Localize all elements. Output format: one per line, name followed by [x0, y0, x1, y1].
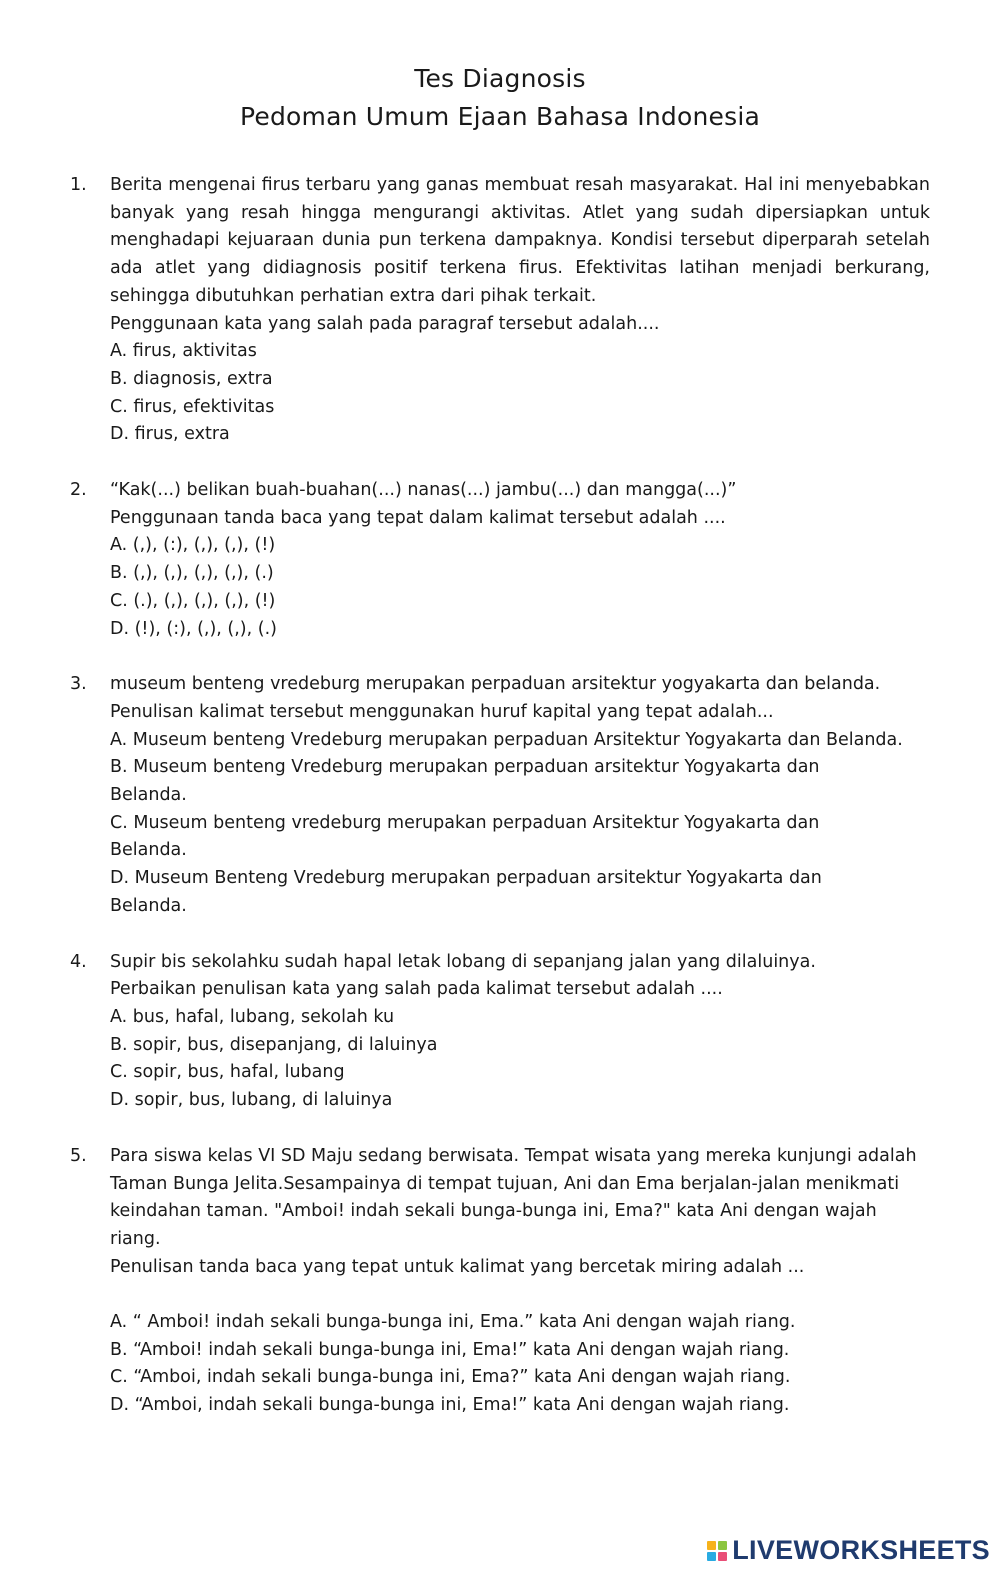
option-c[interactable]: C. sopir, bus, hafal, lubang: [110, 1062, 345, 1083]
option-a[interactable]: A. (,), (:), (,), (,), (!): [110, 535, 276, 556]
page-subtitle: Pedoman Umum Ejaan Bahasa Indonesia: [240, 102, 760, 131]
header: [0, 60, 1000, 136]
logo-square-2: [718, 1541, 727, 1550]
question-number: 3.: [70, 674, 87, 695]
question-2: [70, 477, 930, 643]
logo-square-4: [718, 1552, 727, 1561]
option-c[interactable]: C. (.), (,), (,), (,), (!): [110, 590, 276, 611]
option-b[interactable]: B. (,), (,), (,), (,), (.): [110, 563, 274, 584]
question-prompt: Penggunaan kata yang salah pada paragraf tersebut adalah....: [110, 313, 660, 334]
question-number: 1.: [70, 175, 87, 195]
page-title: Tes Diagnosis: [414, 64, 586, 93]
liveworksheets-footer[interactable]: [707, 1535, 990, 1566]
logo-square-1: [707, 1541, 716, 1550]
option-d[interactable]: D. sopir, bus, lubang, di laluinya: [110, 1090, 393, 1111]
option-b[interactable]: B. sopir, bus, disepanjang, di laluinya: [110, 1034, 438, 1055]
question-prompt: Penulisan kalimat tersebut menggunakan huruf kapital yang tepat adalah...: [110, 701, 774, 722]
question-stem: Berita mengenai firus terbaru yang ganas membuat resah masyarakat. Hal ini menyebabkan banyak yang resah hingga mengurangi aktivitas. Atlet yang sudah dipersiapkan untuk menghadapi kejuaraan dunia pun terkena dampaknya. Kondisi tersebut diperparah setelah ada atlet yang didiagnosis positif terkena firus. Efektivitas latihan menjadi berkurang, sehingga dibutuhkan perhatian extra dari pihak terkait.: [110, 175, 930, 306]
option-a[interactable]: A. bus, hafal, lubang, sekolah ku: [110, 1006, 395, 1027]
question-3: [70, 671, 930, 920]
option-c[interactable]: C. firus, efektivitas: [110, 396, 275, 417]
logo-square-3: [707, 1552, 716, 1561]
option-d[interactable]: D. Museum Benteng Vredeburg merupakan perpaduan arsitektur Yogyakarta dan Belanda.: [110, 868, 822, 916]
question-stem: Supir bis sekolahku sudah hapal letak lobang di sepanjang jalan yang dilaluinya.: [110, 951, 816, 972]
option-c[interactable]: C. Museum benteng vredeburg merupakan perpaduan Arsitektur Yogyakarta dan Belanda.: [110, 812, 820, 861]
question-stem: Para siswa kelas VI SD Maju sedang berwisata. Tempat wisata yang mereka kunjungi adalah Taman Bunga Jelita.Sesampainya di tempat tujuan, Ani dan Ema berjalan-jalan menikmati keindahan taman. "Amboi! indah sekali bunga-bunga ini, Ema?" kata Ani dengan wajah riang.: [110, 1145, 917, 1249]
liveworksheets-logo-icon: [707, 1541, 727, 1561]
option-a[interactable]: A. firus, aktivitas: [110, 341, 257, 362]
question-number: 2.: [70, 480, 87, 501]
spacer: [110, 1281, 930, 1309]
question-prompt: Perbaikan penulisan kata yang salah pada kalimat tersebut adalah ....: [110, 979, 723, 1000]
option-b[interactable]: B. Museum benteng Vredeburg merupakan perpaduan arsitektur Yogyakarta dan Belanda.: [110, 757, 820, 806]
question-1: [70, 172, 930, 449]
option-d[interactable]: D. firus, extra: [110, 424, 230, 445]
brand-name: LIVEWORKSHEETS: [732, 1535, 990, 1565]
option-c[interactable]: C. “Amboi, indah sekali bunga-bunga ini, Ema?” kata Ani dengan wajah riang.: [110, 1367, 791, 1388]
question-number: 5.: [70, 1145, 87, 1166]
question-prompt: Penggunaan tanda baca yang tepat dalam kalimat tersebut adalah ....: [110, 507, 726, 528]
option-a[interactable]: A. Museum benteng Vredeburg merupakan perpaduan Arsitektur Yogyakarta dan Belanda.: [110, 729, 903, 750]
option-b[interactable]: B. “Amboi! indah sekali bunga-bunga ini, Ema!” kata Ani dengan wajah riang.: [110, 1339, 790, 1360]
question-4: [70, 949, 930, 1115]
option-a[interactable]: A. “ Amboi! indah sekali bunga-bunga ini, Ema.” kata Ani dengan wajah riang.: [110, 1312, 796, 1332]
option-b[interactable]: B. diagnosis, extra: [110, 368, 273, 389]
question-number: 4.: [70, 951, 87, 972]
question-5: [70, 1143, 930, 1420]
question-stem: “Kak(...) belikan buah-buahan(...) nanas(...) jambu(...) dan mangga(...)”: [110, 480, 737, 501]
question-stem: museum benteng vredeburg merupakan perpaduan arsitektur yogyakarta dan belanda.: [110, 674, 881, 695]
option-d[interactable]: D. (!), (:), (,), (,), (.): [110, 618, 277, 639]
option-d[interactable]: D. “Amboi, indah sekali bunga-bunga ini, Ema!” kata Ani dengan wajah riang.: [110, 1395, 790, 1416]
question-list: [70, 172, 930, 1420]
question-prompt: Penulisan tanda baca yang tepat untuk kalimat yang bercetak miring adalah ...: [110, 1256, 805, 1277]
